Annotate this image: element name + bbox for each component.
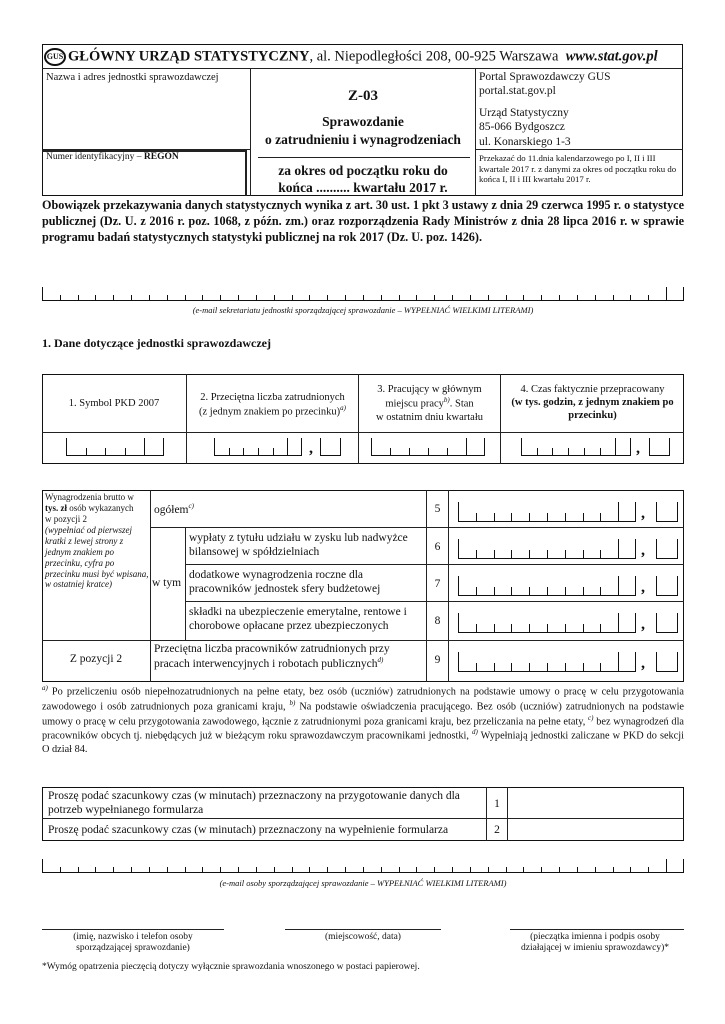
- char-cell[interactable]: [476, 624, 494, 633]
- char-cell[interactable]: [649, 438, 670, 456]
- char-cell[interactable]: [381, 295, 399, 301]
- char-cell[interactable]: [202, 295, 220, 301]
- char-cell[interactable]: [95, 867, 113, 873]
- wages-lead: Wynagrodzenia brutto w tys. zł osób wykazanych w pozycji 2 (wypełniać od pierwszej kratki z lewej strony z jednym znakiem po przecinku, cyfra po przecinku musi być wpisana, w ostatniej kratce): [45, 492, 149, 590]
- row-9-label: Przeciętna liczba pracowników zatrudnionych przy pracach interwencyjnych i robotach publicznych$^{d)}$: [154, 643, 390, 671]
- char-cell[interactable]: [274, 867, 292, 873]
- row-7-decimal-input[interactable]: [656, 576, 678, 596]
- char-cell[interactable]: [529, 550, 547, 559]
- char-cell[interactable]: [511, 624, 529, 633]
- char-cell[interactable]: [309, 295, 327, 301]
- char-cell[interactable]: [274, 295, 292, 301]
- char-cell[interactable]: [229, 448, 244, 456]
- char-cell[interactable]: [149, 867, 167, 873]
- stamp-signature-caption: (pieczątka imienna i podpis osoby działającej w imieniu sprawozdawcy)*: [521, 932, 669, 954]
- char-cell[interactable]: [292, 867, 310, 873]
- char-cell[interactable]: [529, 663, 547, 672]
- char-cell[interactable]: [476, 513, 494, 522]
- char-cell[interactable]: [258, 448, 273, 456]
- char-cell[interactable]: [220, 295, 238, 301]
- org-address: , al. Niepodległości 208, 00-925 Warszawa: [309, 48, 559, 65]
- char-cell[interactable]: [167, 867, 185, 873]
- char-cell[interactable]: [214, 438, 229, 456]
- char-cell[interactable]: [458, 613, 476, 633]
- char-cell[interactable]: [511, 663, 529, 672]
- gus-logo: GUS: [44, 48, 66, 66]
- email-secretariat-field[interactable]: [42, 287, 684, 301]
- char-cell[interactable]: [273, 448, 288, 456]
- char-cell[interactable]: [600, 624, 618, 633]
- char-cell[interactable]: [568, 448, 584, 456]
- char-cell[interactable]: [428, 448, 447, 456]
- char-cell[interactable]: [583, 550, 601, 559]
- employment-decimal-input[interactable]: [320, 438, 341, 456]
- char-cell[interactable]: [506, 295, 524, 301]
- char-cell[interactable]: [600, 550, 618, 559]
- char-cell[interactable]: [345, 867, 363, 873]
- office-address: Urząd Statystyczny 85-066 Bydgoszcz ul. Konarskiego 1-3: [479, 107, 571, 148]
- char-cell[interactable]: [488, 867, 506, 873]
- char-cell[interactable]: [113, 295, 131, 301]
- legal-obligation: Obowiązek przekazywania danych statystycznych wynika z art. 30 ust. 1 pkt 3 ustawy z dnia 29 czerwca 1995 r. o statystyce publicznej (Dz. U. z 2016 r. poz. 1068, z późn. zm.) oraz rozporządzenia Rady Ministrów z dnia 28 lipca 2016 r. w sprawie programu badań statystycznych statystyki publicznej na rok 2017 (Dz. U. poz. 1426).: [42, 198, 684, 244]
- char-cell[interactable]: [494, 513, 512, 522]
- row-number-7: 7: [434, 578, 441, 590]
- char-cell[interactable]: [476, 663, 494, 672]
- char-cell[interactable]: [648, 867, 666, 873]
- char-cell[interactable]: [494, 663, 512, 672]
- row-9-decimal-input[interactable]: [656, 652, 678, 672]
- time-input-2[interactable]: [508, 819, 683, 840]
- stamp-note: *Wymóg opatrzenia pieczęcią dotyczy wyłącznie sprawozdania wnoszonego w postaci papierowej.: [42, 962, 420, 972]
- col-employment-header: 2. Przeciętna liczba zatrudnionych (z jednym znakiem po przecinku)$^{a)}$: [199, 392, 346, 418]
- char-cell[interactable]: [613, 295, 631, 301]
- char-cell[interactable]: [583, 663, 601, 672]
- form-title-1: Sprawozdanie: [322, 114, 404, 129]
- char-cell[interactable]: [458, 539, 476, 559]
- col-hours-header: 4. Czas faktycznie przepracowany (w tys. godzin, z jednym znakiem po przecinku): [511, 384, 674, 422]
- row-9-input[interactable]: [458, 652, 636, 672]
- char-cell[interactable]: [125, 448, 145, 456]
- char-cell[interactable]: [287, 438, 302, 456]
- char-cell[interactable]: [466, 438, 485, 456]
- row-number-8: 8: [434, 615, 441, 627]
- char-cell[interactable]: [656, 613, 678, 633]
- from-position-2-label: Z pozycji 2: [69, 653, 123, 665]
- char-cell[interactable]: [600, 663, 618, 672]
- char-cell[interactable]: [131, 295, 149, 301]
- char-cell[interactable]: [390, 448, 409, 456]
- row-7-label: dodatkowe wynagrodzenia roczne dla pracowników jednostek sfery budżetowej: [189, 569, 381, 596]
- char-cell[interactable]: [511, 513, 529, 522]
- hours-input[interactable]: [521, 438, 631, 456]
- char-cell[interactable]: [243, 448, 258, 456]
- char-cell[interactable]: [399, 867, 417, 873]
- char-cell[interactable]: [131, 867, 149, 873]
- row-5-decimal-input[interactable]: [656, 502, 678, 522]
- char-cell[interactable]: [529, 624, 547, 633]
- period-2: końca .......... kwartału 2017 r.: [278, 180, 448, 195]
- row-number-5: 5: [434, 503, 441, 515]
- row-number-9: 9: [434, 654, 441, 666]
- char-cell[interactable]: [565, 663, 583, 672]
- char-cell[interactable]: [547, 587, 565, 596]
- deadline-note: Przekazać do 11.dnia kalendarzowego po I, II i III kwartale 2017 r. z danymi za okres od początku roku do końca I, II i III kwartału 2017 r.: [479, 153, 677, 185]
- char-cell[interactable]: [511, 550, 529, 559]
- char-cell[interactable]: [416, 867, 434, 873]
- employment-input[interactable]: [214, 438, 302, 456]
- char-cell[interactable]: [327, 867, 345, 873]
- char-cell[interactable]: [583, 587, 601, 596]
- char-cell[interactable]: [320, 438, 341, 456]
- char-cell[interactable]: [656, 539, 678, 559]
- char-cell[interactable]: [363, 295, 381, 301]
- char-cell[interactable]: [559, 295, 577, 301]
- char-cell[interactable]: [584, 448, 600, 456]
- section-1-title: 1. Dane dotyczące jednostki sprawozdawczej: [42, 336, 271, 350]
- char-cell[interactable]: [476, 587, 494, 596]
- char-cell[interactable]: [547, 663, 565, 672]
- char-cell[interactable]: [292, 295, 310, 301]
- char-cell[interactable]: [42, 859, 60, 873]
- char-cell[interactable]: [458, 576, 476, 596]
- email-preparer-caption: (e-mail osoby sporządzającej sprawozdanie – WYPEŁNIAĆ WIELKIMI LITERAMI): [219, 878, 507, 888]
- preparer-signature-caption: (imię, nazwisko i telefon osoby sporządzającej sprawozdanie): [73, 932, 193, 954]
- org-website[interactable]: www.stat.gov.pl: [565, 48, 658, 65]
- char-cell[interactable]: [630, 295, 648, 301]
- char-cell[interactable]: [656, 576, 678, 596]
- char-cell[interactable]: [618, 613, 636, 633]
- char-cell[interactable]: [523, 867, 541, 873]
- char-cell[interactable]: [506, 867, 524, 873]
- char-cell[interactable]: [494, 550, 512, 559]
- char-cell[interactable]: [547, 513, 565, 522]
- char-cell[interactable]: [256, 867, 274, 873]
- char-cell[interactable]: [42, 287, 60, 301]
- char-cell[interactable]: [547, 624, 565, 633]
- footnotes: $^{a)}$ Po przeliczeniu osób niepełnozatrudnionych na pełne etaty, bez osób (uczniów) zatrudnionych na podstawie umowy o pracę w celu przygotowania zawodowego i osób zatrudnionych poza granicami kraju, $^{b)}$ Na podstawie oświadczenia pracującego. Bez osób (uczniów) zatrudnionych na podstawie umowy o pracę w celu przygotowania zawodowego, łącznie z zatrudnionymi poza granicami kraju, bez przeliczania na pełne etaty, $^{c)}$ bez wynagrodzeń dla pracowników obcych tj. niebędących już w bieżącym roku sprawozdawczym pracownikami jednostki, $^{d)}$ Wypełniają jednostki zaliczane w PKD do sekcji O dział 84.: [42, 684, 684, 756]
- period-1: za okres od początku roku do: [278, 163, 448, 178]
- char-cell[interactable]: [238, 295, 256, 301]
- char-cell[interactable]: [618, 502, 636, 522]
- char-cell[interactable]: [595, 867, 613, 873]
- char-cell[interactable]: [613, 867, 631, 873]
- time-question-1: Proszę podać szacunkowy czas (w minutach) przeznaczony na przygotowanie danych dla potrzeb wypełnianego formularza: [48, 790, 460, 817]
- char-cell[interactable]: [470, 867, 488, 873]
- char-cell[interactable]: [537, 448, 553, 456]
- char-cell[interactable]: [167, 295, 185, 301]
- char-cell[interactable]: [86, 448, 106, 456]
- char-cell[interactable]: [547, 550, 565, 559]
- char-cell[interactable]: [452, 295, 470, 301]
- row-8-decimal-input[interactable]: [656, 613, 678, 633]
- char-cell[interactable]: [470, 295, 488, 301]
- char-cell[interactable]: [238, 867, 256, 873]
- row-5-input[interactable]: [458, 502, 636, 522]
- time-question-2: Proszę podać szacunkowy czas (w minutach) przeznaczony na wypełnienie formularza: [48, 824, 449, 836]
- char-cell[interactable]: [416, 295, 434, 301]
- char-cell[interactable]: [529, 513, 547, 522]
- row-7-input[interactable]: [458, 576, 636, 596]
- char-cell[interactable]: [409, 448, 428, 456]
- char-cell[interactable]: [78, 295, 96, 301]
- time-number-2: 2: [494, 824, 500, 836]
- hours-decimal-input[interactable]: [649, 438, 670, 456]
- col-working-header: 3. Pracujący w głównym miejscu pracy$^{b)}$. Stan w ostatnim dniu kwartału: [375, 384, 484, 423]
- col-pkd-header: 1. Symbol PKD 2007: [68, 398, 160, 409]
- char-cell[interactable]: [583, 513, 601, 522]
- char-cell[interactable]: [541, 295, 559, 301]
- char-cell[interactable]: [615, 438, 631, 456]
- char-cell[interactable]: [648, 295, 666, 301]
- row-8-input[interactable]: [458, 613, 636, 633]
- char-cell[interactable]: [552, 448, 568, 456]
- form-title-2: o zatrudnieniu i wynagrodzeniach: [265, 132, 461, 147]
- email-preparer-field[interactable]: [42, 859, 684, 873]
- char-cell[interactable]: [565, 624, 583, 633]
- form-code: Z-03: [348, 88, 378, 104]
- char-cell[interactable]: [60, 295, 78, 301]
- char-cell[interactable]: [511, 587, 529, 596]
- char-cell[interactable]: [95, 295, 113, 301]
- char-cell[interactable]: [618, 652, 636, 672]
- char-cell[interactable]: [541, 867, 559, 873]
- char-cell[interactable]: [458, 502, 476, 522]
- char-cell[interactable]: [327, 295, 345, 301]
- email-secretariat-caption: (e-mail sekretariatu jednostki sporządzającej sprawozdanie – WYPEŁNIAĆ WIELKIMI LITERAMI): [192, 305, 534, 315]
- char-cell[interactable]: [399, 295, 417, 301]
- char-cell[interactable]: [488, 295, 506, 301]
- char-cell[interactable]: [521, 438, 537, 456]
- org-name: GŁÓWNY URZĄD STATYSTYCZNY: [68, 48, 310, 65]
- char-cell[interactable]: [600, 448, 616, 456]
- char-cell[interactable]: [452, 867, 470, 873]
- char-cell[interactable]: [656, 502, 678, 522]
- char-cell[interactable]: [105, 448, 125, 456]
- row-6-label: wypłaty z tytułu udziału w zysku lub nadwyżce bilansowej w spółdzielniach: [189, 532, 408, 559]
- char-cell[interactable]: [144, 438, 164, 456]
- char-cell[interactable]: [600, 513, 618, 522]
- char-cell[interactable]: [434, 295, 452, 301]
- char-cell[interactable]: [202, 867, 220, 873]
- char-cell[interactable]: [113, 867, 131, 873]
- char-cell[interactable]: [565, 550, 583, 559]
- char-cell[interactable]: [220, 867, 238, 873]
- char-cell[interactable]: [577, 867, 595, 873]
- time-input-1[interactable]: [508, 788, 683, 818]
- row-number-6: 6: [434, 541, 441, 553]
- portal-info: Portal Sprawozdawczy GUS portal.stat.gov.pl: [479, 71, 611, 98]
- char-cell[interactable]: [666, 287, 684, 301]
- char-cell[interactable]: [565, 513, 583, 522]
- pkd-input[interactable]: [66, 438, 164, 456]
- char-cell[interactable]: [656, 652, 678, 672]
- char-cell[interactable]: [476, 550, 494, 559]
- unit-name-label: Nazwa i adres jednostki sprawozdawczej: [46, 72, 219, 83]
- char-cell[interactable]: [630, 867, 648, 873]
- row-6-input[interactable]: [458, 539, 636, 559]
- in-that-label: w tym: [152, 577, 182, 589]
- char-cell[interactable]: [666, 859, 684, 873]
- time-number-1: 1: [494, 798, 500, 810]
- char-cell[interactable]: [381, 867, 399, 873]
- char-cell[interactable]: [458, 652, 476, 672]
- char-cell[interactable]: [78, 867, 96, 873]
- char-cell[interactable]: [618, 539, 636, 559]
- char-cell[interactable]: [529, 587, 547, 596]
- char-cell[interactable]: [309, 867, 327, 873]
- char-cell[interactable]: [565, 587, 583, 596]
- char-cell[interactable]: [447, 448, 466, 456]
- char-cell[interactable]: [595, 295, 613, 301]
- row-8-label: składki na ubezpieczenie emerytalne, rentowe i chorobowe opłacane przez ubezpieczonych: [189, 606, 407, 633]
- char-cell[interactable]: [149, 295, 167, 301]
- char-cell[interactable]: [60, 867, 78, 873]
- char-cell[interactable]: [583, 624, 601, 633]
- wages-total-label: ogółem$^{c)}$: [154, 502, 194, 516]
- char-cell[interactable]: [618, 576, 636, 596]
- regon-label: Numer identyfikacyjny – REGON: [46, 152, 179, 162]
- char-cell[interactable]: [494, 624, 512, 633]
- char-cell[interactable]: [600, 587, 618, 596]
- char-cell[interactable]: [256, 295, 274, 301]
- char-cell[interactable]: [185, 867, 203, 873]
- char-cell[interactable]: [345, 295, 363, 301]
- row-6-decimal-input[interactable]: [656, 539, 678, 559]
- char-cell[interactable]: [577, 295, 595, 301]
- char-cell[interactable]: [371, 438, 390, 456]
- char-cell[interactable]: [494, 587, 512, 596]
- place-date-caption: (miejscowość, data): [325, 932, 401, 942]
- char-cell[interactable]: [185, 295, 203, 301]
- char-cell[interactable]: [66, 438, 86, 456]
- char-cell[interactable]: [363, 867, 381, 873]
- char-cell[interactable]: [559, 867, 577, 873]
- working-input[interactable]: [371, 438, 485, 456]
- char-cell[interactable]: [523, 295, 541, 301]
- char-cell[interactable]: [434, 867, 452, 873]
